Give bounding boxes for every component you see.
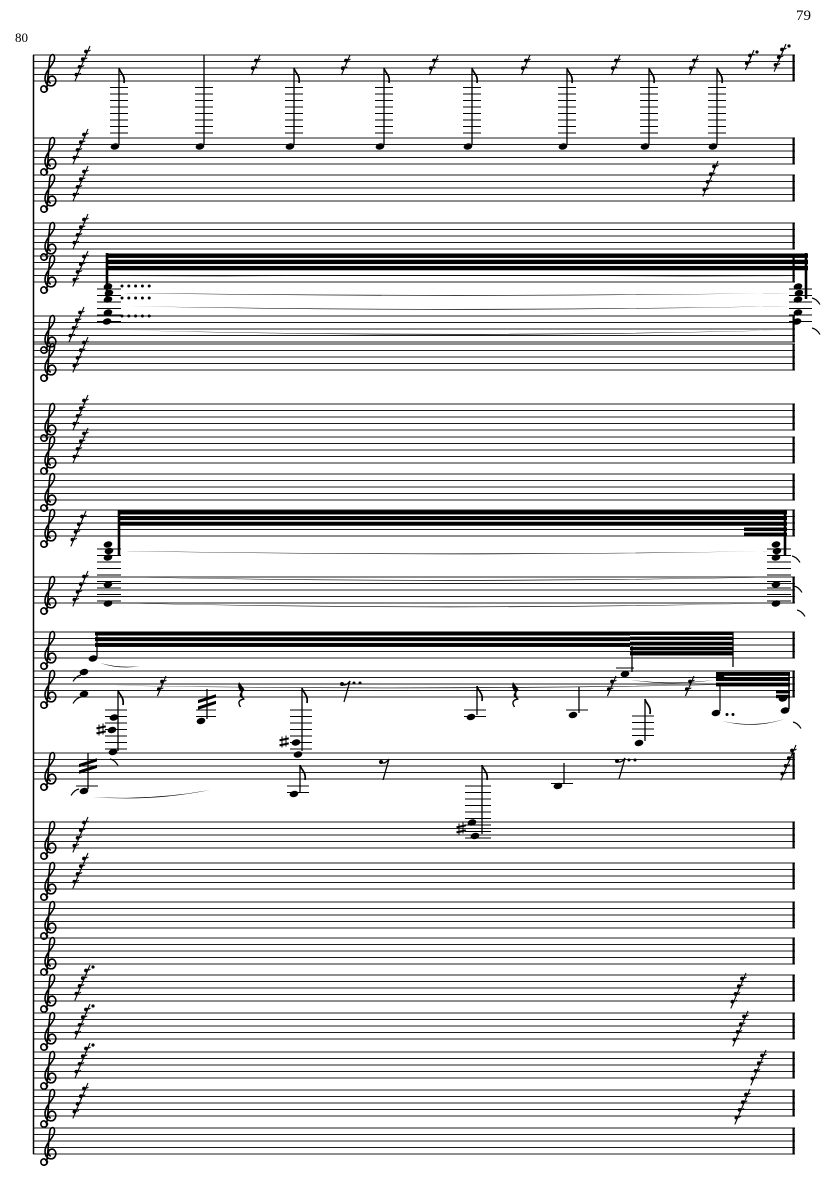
page-number: 79 (796, 8, 811, 24)
measure-number: 80 (15, 30, 28, 45)
